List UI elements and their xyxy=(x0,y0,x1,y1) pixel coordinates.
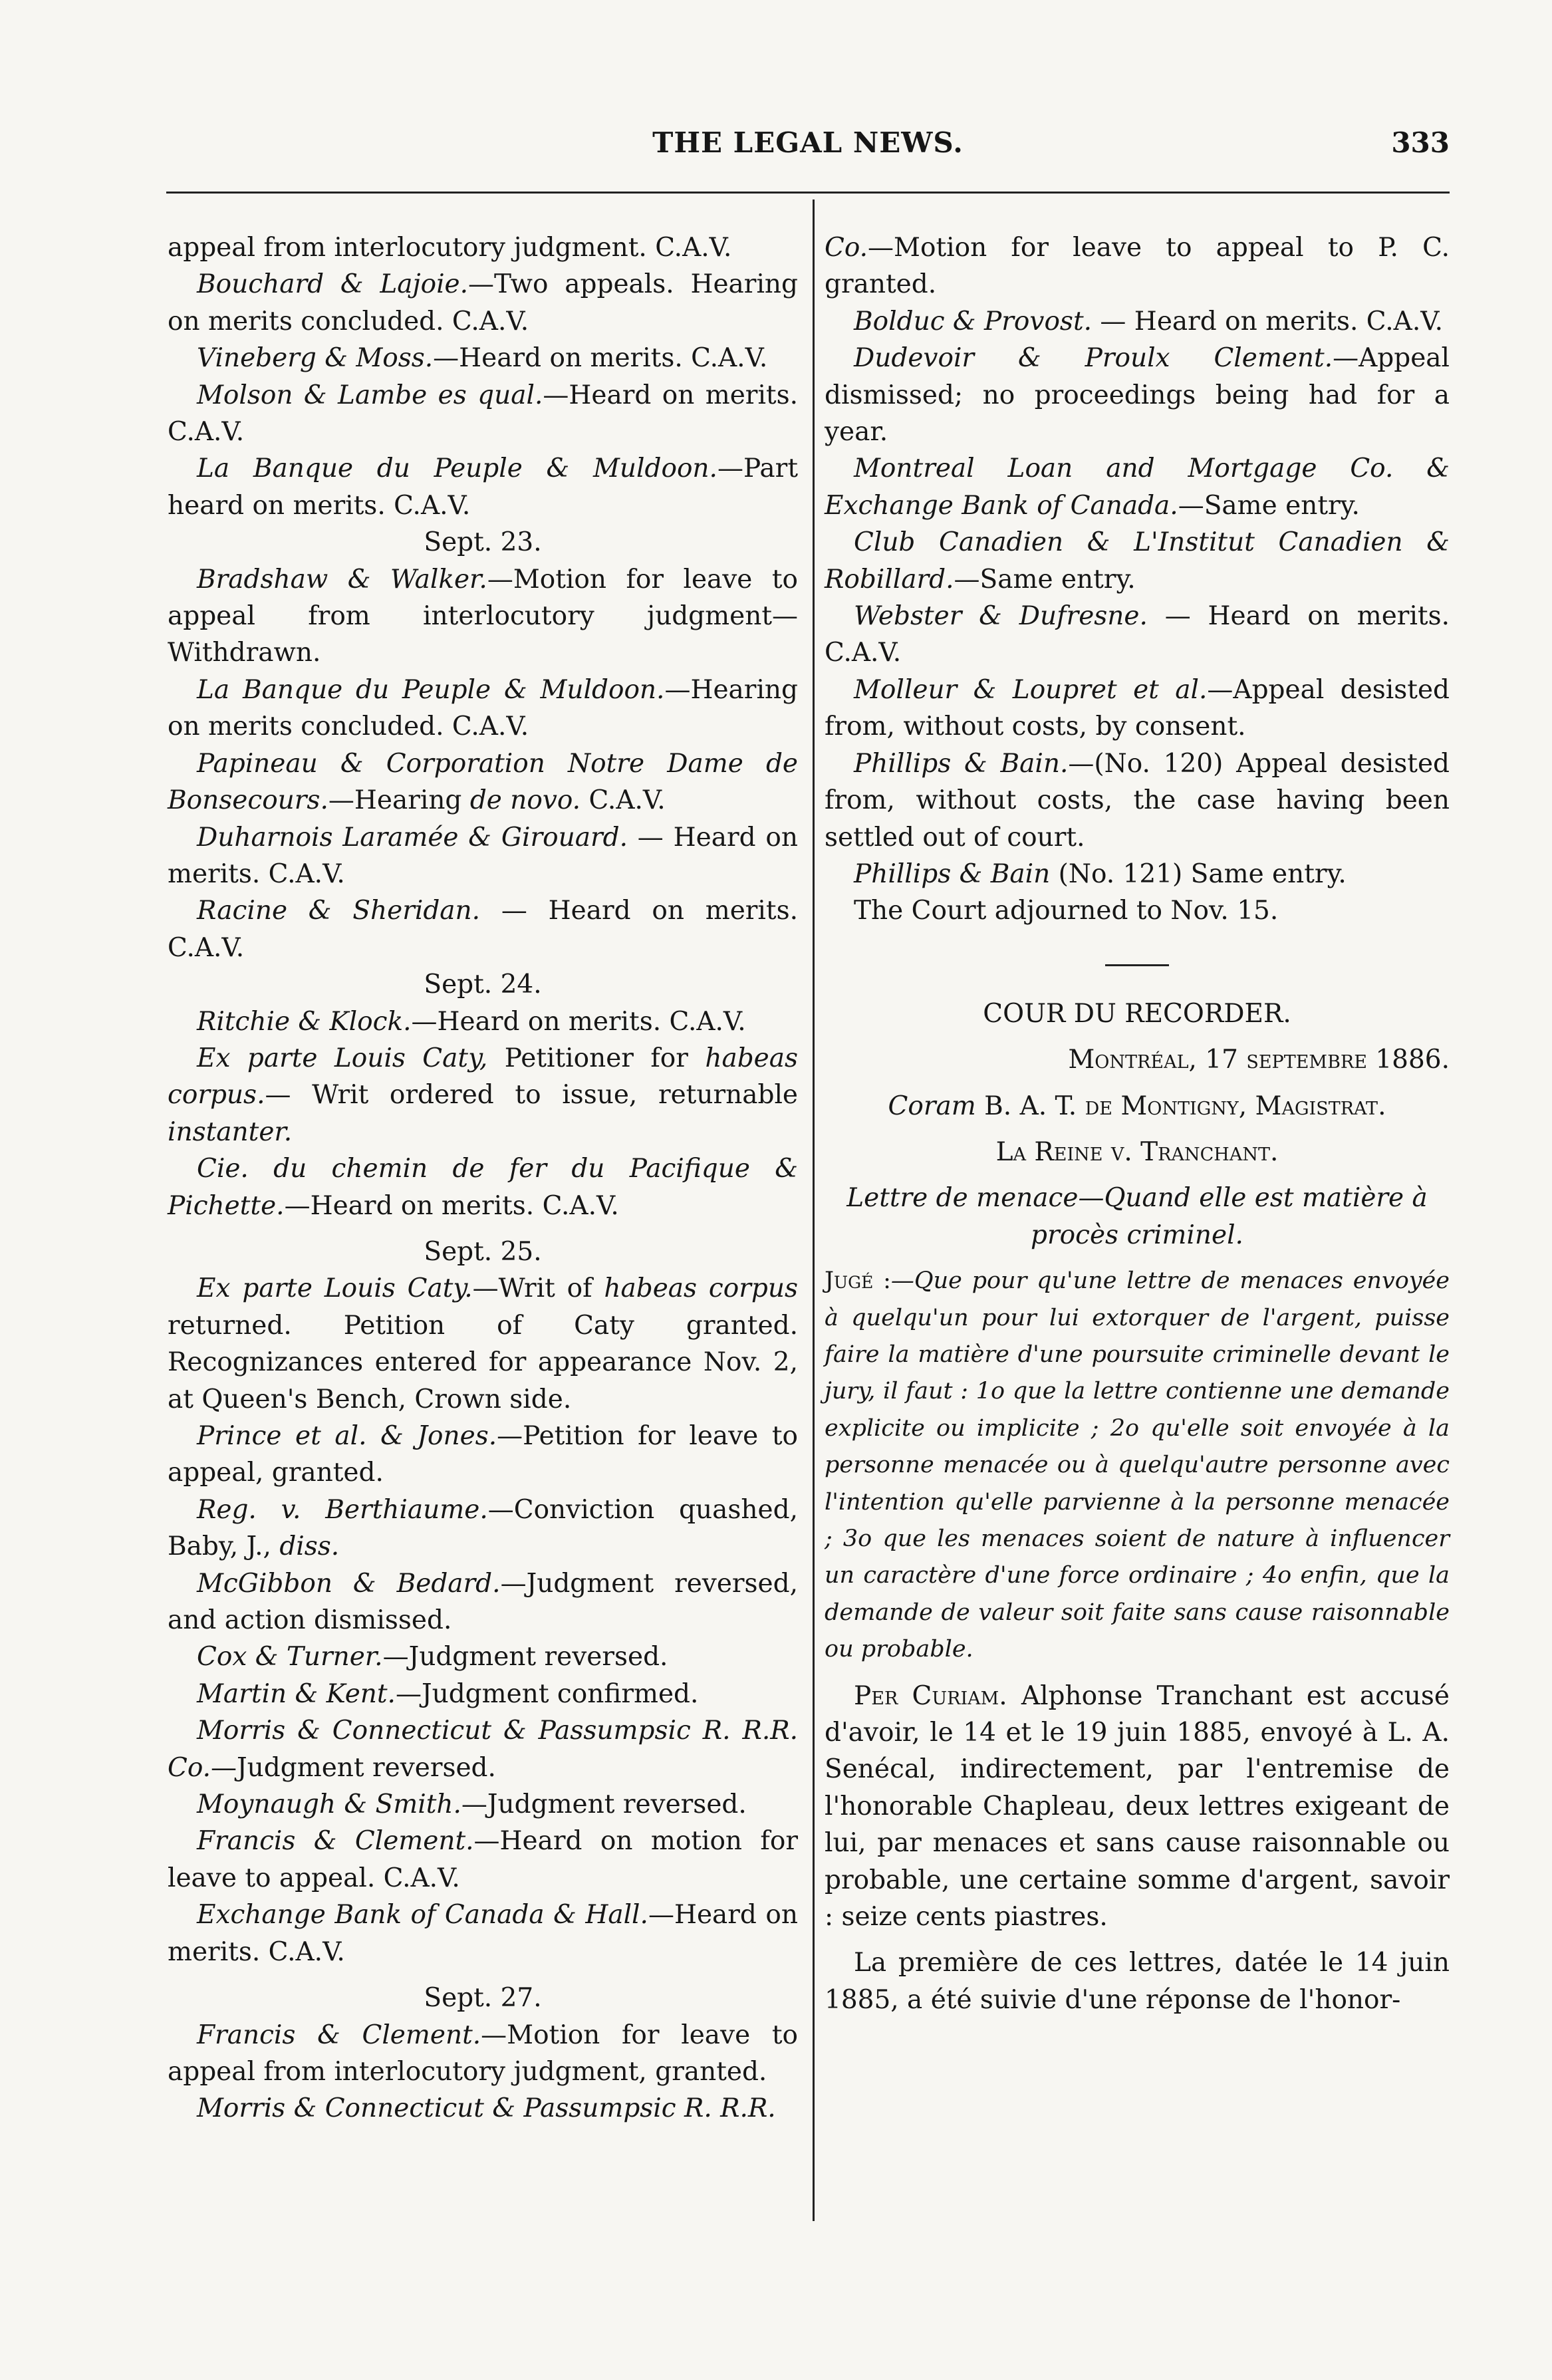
case-name: Racine & Sheridan. xyxy=(197,896,481,926)
case-name: Martin & Kent. xyxy=(197,1678,396,1709)
case-name: Morris & Connecticut & Passumpsic R. R.R. Co. xyxy=(168,1716,798,1783)
case-name: La Banque du Peuple & Muldoon. xyxy=(197,454,717,484)
entry: Francis & Clement.—Motion for leave to appeal from interlocutory judgment, granted. xyxy=(168,2020,798,2087)
entry: Vineberg & Moss.—Heard on merits. C.A.V. xyxy=(197,343,768,374)
paragraph: La première de ces lettres, datée le 14 juin 1885, a été suivie d'une réponse de l'honor- xyxy=(825,1948,1450,2015)
case-name: Dudevoir & Proulx Clement. xyxy=(854,343,1333,374)
section-title: COUR DU RECORDER. xyxy=(983,998,1291,1029)
case-name: La Banque du Peuple & Muldoon. xyxy=(197,674,665,705)
entry: Ritchie & Klock.—Heard on merits. C.A.V. xyxy=(197,1006,746,1037)
case-name: Ex parte Louis Caty, xyxy=(197,1043,488,1073)
entry: Co.—Motion for leave to appeal to P. C. granted. xyxy=(825,233,1450,300)
case-name: Exchange Bank of Canada & Hall. xyxy=(197,1900,648,1930)
case-name: Montreal Loan and Mortgage Co. & Exchange Bank of Canada. xyxy=(825,454,1450,521)
case-name: Reg. v. Berthiaume. xyxy=(197,1494,488,1525)
entry: Exchange Bank of Canada & Hall.—Heard on merits. C.A.V. xyxy=(168,1900,798,1967)
section-separator xyxy=(1105,964,1169,966)
entry: Molson & Lambe es qual.—Heard on merits. C.A.V. xyxy=(168,380,798,448)
entry: La Banque du Peuple & Muldoon.—Hearing on merits concluded. C.A.V. xyxy=(168,674,798,742)
case-name: Molleur & Loupret et al. xyxy=(854,674,1208,705)
adjournment-note: The Court adjourned to Nov. 15. xyxy=(854,896,1279,926)
case-name: Club Canadien & L'Institut Canadien & Robillard. xyxy=(825,527,1450,595)
case-name: Phillips & Bain. xyxy=(854,748,1069,779)
entry: Bolduc & Provost. — Heard on merits. C.A.V. xyxy=(854,306,1443,336)
place-date: Montréal, 17 septembre 1886. xyxy=(1068,1045,1450,1075)
case-name: Bradshaw & Walker. xyxy=(197,564,487,595)
case-name: Duharnois Laramée & Girouard. xyxy=(197,822,628,853)
entry: Prince et al. & Jones.—Petition for leave to appeal, granted. xyxy=(168,1421,798,1488)
date-heading: Sept. 27. xyxy=(424,1983,542,2014)
case-name: McGibbon & Bedard. xyxy=(197,1568,501,1599)
case-name: Bolduc & Provost. xyxy=(854,306,1093,336)
case-name: Bouchard & Lajoie. xyxy=(197,269,469,300)
entry: appeal from interlocutory judgment. C.A.V. xyxy=(168,233,732,263)
entry: Ex parte Louis Caty, Petitioner for habeas corpus.— Writ ordered to issue, returnable instanter. xyxy=(168,1043,799,1147)
right-column xyxy=(825,229,1450,2018)
holding: Jugé :—Que pour qu'une lettre de menaces envoyée à quelqu'un pour lui extorquer de l'argent, puisse faire la matière d'une poursuite criminelle devant le jury, il faut : 1o que la lettre contienne une demande explicite ou implicite ; 2o qu'elle soit envoyée à la personne menacée ou à quelqu'autre personne avec l'intention qu'elle parvienne à la personne menacée ; 3o que les menaces soient de nature à influencer un caractère d'une force ordinaire ; 4o enfin, que la demande de valeur soit faite sans cause raisonnable ou probable. xyxy=(825,1267,1450,1663)
case-name: Moynaugh & Smith. xyxy=(197,1789,461,1820)
case-title: La Reine v. Tranchant. xyxy=(995,1136,1279,1167)
entry: Francis & Clement.—Heard on motion for leave to appeal. C.A.V. xyxy=(168,1826,798,1893)
date-heading: Sept. 25. xyxy=(424,1236,542,1267)
entry: Webster & Dufresne. — Heard on merits. C.A.V. xyxy=(825,601,1450,668)
entry: Ex parte Louis Caty.—Writ of habeas corpus returned. Petition of Caty granted. Recognizances entered for appearance Nov. 2, at Queen's Bench, Crown side. xyxy=(168,1273,798,1414)
entry: Phillips & Bain (No. 121) Same entry. xyxy=(854,859,1347,889)
per-curiam: Per Curiam. xyxy=(854,1680,1007,1711)
entry: Molleur & Loupret et al.—Appeal desisted from, without costs, by consent. xyxy=(825,674,1450,742)
case-name: Ex parte Louis Caty. xyxy=(197,1273,473,1304)
entry: Martin & Kent.—Judgment confirmed. xyxy=(197,1678,699,1709)
case-name: Papineau & Corporation Notre Dame de Bonsecours. xyxy=(168,748,798,816)
running-title: THE LEGAL NEWS. xyxy=(652,126,964,159)
case-name: Cox & Turner. xyxy=(197,1642,383,1672)
entry: Bradshaw & Walker.—Motion for leave to appeal from interlocutory judgment—Withdrawn. xyxy=(168,564,798,668)
case-name: Francis & Clement. xyxy=(197,2020,481,2050)
page-header xyxy=(166,126,1450,180)
header-rule xyxy=(166,192,1450,194)
entry: Reg. v. Berthiaume.—Conviction quashed, Baby, J., diss. xyxy=(168,1494,798,1562)
entry: Dudevoir & Proulx Clement.—Appeal dismissed; no proceedings being had for a year. xyxy=(825,343,1450,448)
case-name: Molson & Lambe es qual. xyxy=(197,380,543,410)
case-name: Prince et al. & Jones. xyxy=(197,1421,497,1451)
entry: Duharnois Laramée & Girouard. — Heard on merits. C.A.V. xyxy=(168,822,798,889)
entry: Cox & Turner.—Judgment reversed. xyxy=(197,1642,668,1672)
entry: Moynaugh & Smith.—Judgment reversed. xyxy=(197,1789,747,1820)
entry: Papineau & Corporation Notre Dame de Bonsecours.—Hearing de novo. C.A.V. xyxy=(168,748,798,816)
case-name: Francis & Clement. xyxy=(197,1826,474,1857)
entry: McGibbon & Bedard.—Judgment reversed, and action dismissed. xyxy=(168,1568,799,1636)
entry: Racine & Sheridan. — Heard on merits. C.A.V. xyxy=(168,896,798,963)
entry: Phillips & Bain.—(No. 120) Appeal desisted from, without costs, the case having been settled out of court. xyxy=(825,748,1450,853)
left-column xyxy=(168,229,798,2127)
entry: Cie. du chemin de fer du Pacifique & Pichette.—Heard on merits. C.A.V. xyxy=(168,1154,798,1221)
case-name: Webster & Dufresne. xyxy=(854,601,1148,632)
holding-label: Jugé : xyxy=(825,1267,891,1295)
entry xyxy=(168,2090,798,2127)
case-name: Cie. du chemin de fer du Pacifique & Pichette. xyxy=(168,1154,798,1221)
case-name: Phillips & Bain xyxy=(854,859,1051,889)
date-heading: Sept. 24. xyxy=(424,970,542,1000)
paragraph: Per Curiam. Alphonse Tranchant est accusé d'avoir, le 14 et le 19 juin 1885, envoyé à L. A. Senécal, indirectement, par l'entremise de l'honorable Chapleau, deux lettres exigeant de lui, par menaces et sans cause raisonnable ou probable, une certaine somme d'argent, savoir : seize cents piastres. xyxy=(825,1680,1450,1932)
page-number: 333 xyxy=(1391,126,1450,159)
date-heading: Sept. 23. xyxy=(424,527,542,558)
case-name: Morris & Connecticut & Passumpsic R. R.R. xyxy=(197,2093,776,2124)
entry: Morris & Connecticut & Passumpsic R. R.R. Co.—Judgment reversed. xyxy=(168,1716,798,1783)
headnote: Lettre de menace—Quand elle est matière à procès criminel. xyxy=(846,1183,1428,1250)
entry: Bouchard & Lajoie.—Two appeals. Hearing on merits concluded. C.A.V. xyxy=(168,269,799,336)
entry: La Banque du Peuple & Muldoon.—Part heard on merits. C.A.V. xyxy=(168,454,798,521)
coram-line: Coram B. A. T. de Montigny, Magistrat. xyxy=(888,1091,1386,1121)
case-name: Ritchie & Klock. xyxy=(197,1006,412,1037)
case-name: Vineberg & Moss. xyxy=(197,343,434,374)
case-name: Co. xyxy=(825,233,868,263)
entry: Club Canadien & L'Institut Canadien & Robillard.—Same entry. xyxy=(825,527,1450,595)
column-divider xyxy=(813,199,815,2221)
entry: Montreal Loan and Mortgage Co. & Exchange Bank of Canada.—Same entry. xyxy=(825,454,1450,521)
